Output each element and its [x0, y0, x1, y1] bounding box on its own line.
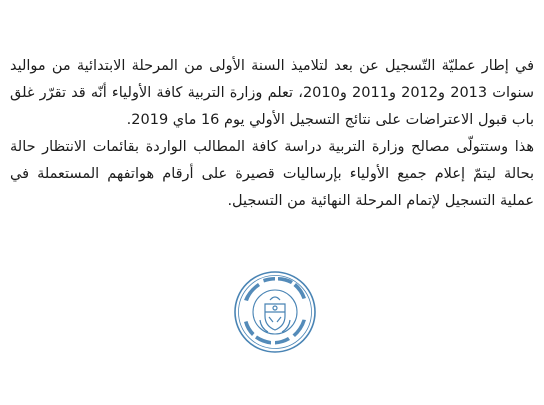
- seal-emblem: [260, 297, 290, 332]
- announcement-paragraph-2: هذا وستتولّى مصالح وزارة التربية دراسة كافة المطالب الواردة بقائمات الانتظار حالة بحالة ليتمّ إعلام جميع الأولياء بإرساليات قصيرة على أرقام هواتفهم المستعملة في عملية التسجيل لإتمام المرحلة النهائية من التسجيل.: [10, 138, 534, 209]
- ministry-seal-stamp: [233, 270, 317, 354]
- announcement-paragraph-1: في إطار عمليّة التّسجيل عن بعد لتلاميذ السنة الأولى من المرحلة الابتدائية من مواليد سنوات 2013 و2012 و2011 و2010، تعلم وزارة التربية كافة الأولياء أنّه قد تقرّر غلق باب قبول الاعتراضات على نتائج التسجيل الأولي يوم 16 ماي 2019.: [10, 57, 534, 128]
